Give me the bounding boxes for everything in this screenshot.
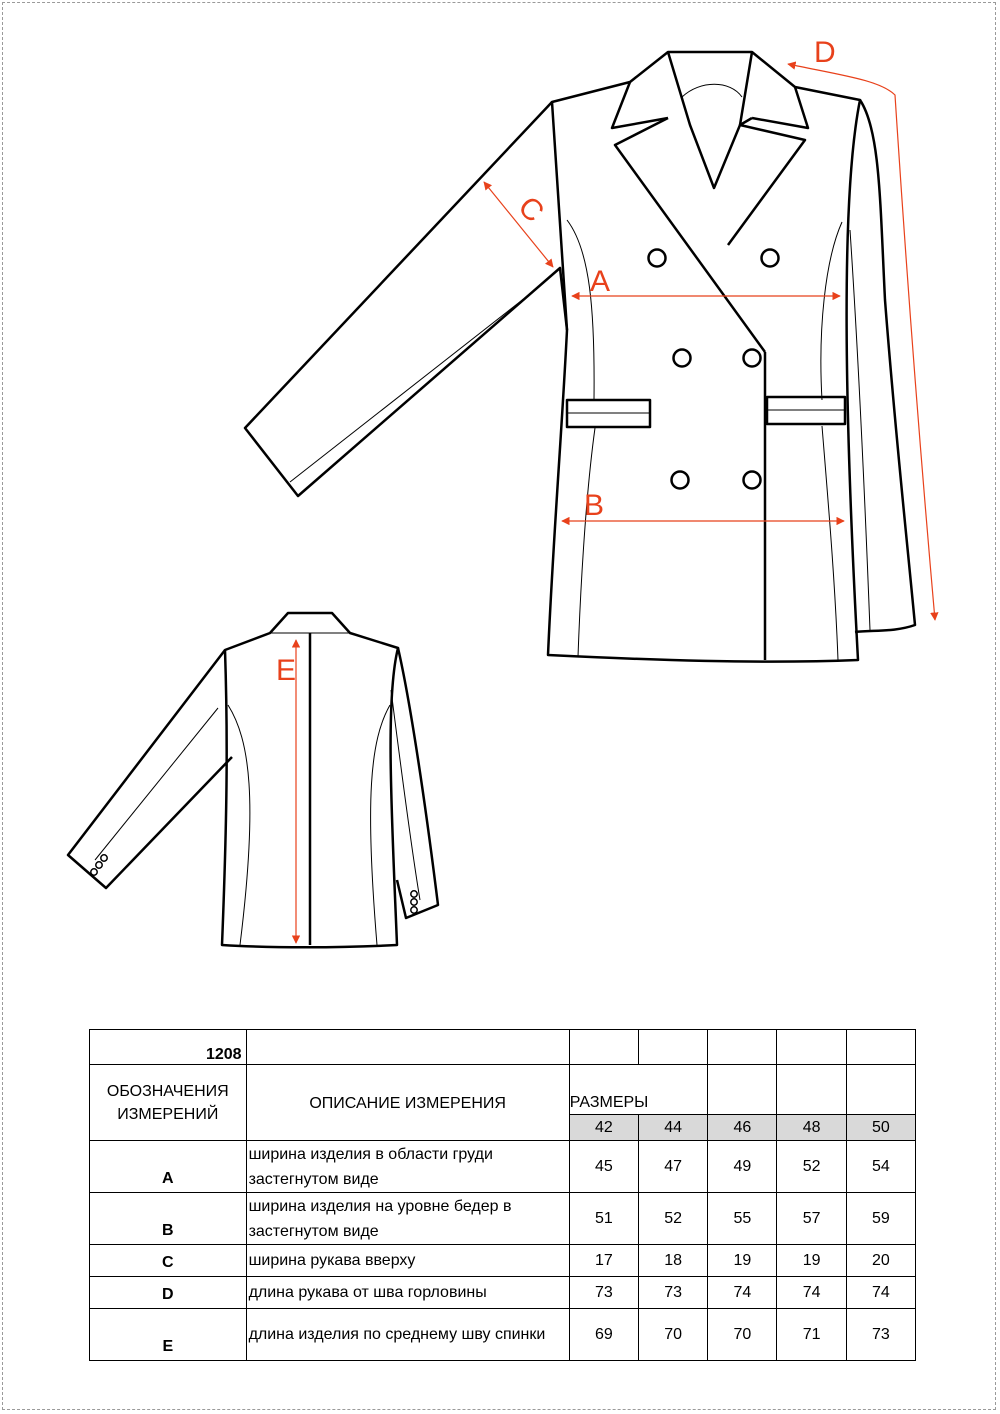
back-seam-lines bbox=[95, 633, 420, 945]
measure-value: 73 bbox=[846, 1309, 915, 1361]
measure-code: E bbox=[90, 1309, 247, 1361]
left-lapel bbox=[615, 118, 765, 352]
measure-value: 70 bbox=[708, 1309, 777, 1361]
model-row bbox=[90, 1030, 916, 1065]
back-cuff-buttons bbox=[91, 855, 417, 913]
right-lapel bbox=[728, 118, 805, 245]
size-column-50: 50 bbox=[846, 1115, 915, 1141]
measure-c-line bbox=[484, 182, 553, 267]
right-collar bbox=[752, 87, 808, 128]
measure-description: ширина изделия в области груди застегнутом виде bbox=[246, 1141, 569, 1193]
measure-value: 74 bbox=[708, 1277, 777, 1309]
measure-value: 17 bbox=[569, 1245, 638, 1277]
table-row bbox=[90, 1245, 916, 1277]
code-header-line-2: ИЗМЕРЕНИЙ bbox=[117, 1105, 219, 1123]
measure-d-line bbox=[788, 64, 935, 620]
button bbox=[744, 350, 761, 367]
measure-value: 73 bbox=[638, 1277, 707, 1309]
button bbox=[762, 250, 779, 267]
measure-value: 74 bbox=[777, 1277, 846, 1309]
label-b: B bbox=[584, 489, 605, 522]
code-header-line-1: ОБОЗНАЧЕНИЯ bbox=[106, 1082, 229, 1100]
measure-value: 52 bbox=[777, 1141, 846, 1193]
button bbox=[744, 472, 761, 489]
sizes-header-label: РАЗМЕРЫ bbox=[569, 1094, 649, 1111]
measure-value: 49 bbox=[708, 1141, 777, 1193]
measure-value: 73 bbox=[569, 1277, 638, 1309]
label-e: E bbox=[276, 654, 297, 687]
size-column-46: 46 bbox=[708, 1115, 777, 1141]
measure-code: A bbox=[90, 1141, 247, 1193]
measure-code: D bbox=[90, 1277, 247, 1309]
measure-value: 20 bbox=[846, 1245, 915, 1277]
measure-description: ширина изделия на уровне бедер в застегнутом виде bbox=[246, 1193, 569, 1245]
measure-value: 52 bbox=[638, 1193, 707, 1245]
sizes-header bbox=[569, 1065, 708, 1115]
table-row bbox=[90, 1141, 916, 1193]
measure-value: 59 bbox=[846, 1193, 915, 1245]
label-c: C bbox=[511, 190, 551, 229]
size-column-44: 44 bbox=[638, 1115, 707, 1141]
code-header bbox=[90, 1065, 247, 1141]
size-column-42: 42 bbox=[569, 1115, 638, 1141]
measure-value: 55 bbox=[708, 1193, 777, 1245]
table-row bbox=[90, 1309, 916, 1361]
jacket-back-view bbox=[68, 613, 438, 947]
measure-code: C bbox=[90, 1245, 247, 1277]
model-number: 1208 bbox=[90, 1030, 247, 1065]
measure-value: 57 bbox=[777, 1193, 846, 1245]
front-body-outline bbox=[548, 52, 860, 662]
measure-value: 71 bbox=[777, 1309, 846, 1361]
size-chart-table bbox=[89, 1029, 916, 1361]
measure-description: длина изделия по среднему шву спинки bbox=[246, 1309, 569, 1361]
label-d: D bbox=[814, 36, 836, 69]
measure-value: 18 bbox=[638, 1245, 707, 1277]
measure-description: ширина рукава вверху bbox=[246, 1245, 569, 1277]
description-header: ОПИСАНИЕ ИЗМЕРЕНИЯ bbox=[246, 1065, 569, 1115]
measure-value: 74 bbox=[846, 1277, 915, 1309]
measure-description: длина рукава от шва горловины bbox=[246, 1277, 569, 1309]
size-column-48: 48 bbox=[777, 1115, 846, 1141]
measure-value: 19 bbox=[708, 1245, 777, 1277]
measure-value: 47 bbox=[638, 1141, 707, 1193]
measure-value: 19 bbox=[777, 1245, 846, 1277]
back-left-sleeve bbox=[68, 650, 232, 888]
measure-value: 70 bbox=[638, 1309, 707, 1361]
front-right-sleeve bbox=[855, 100, 915, 632]
collar-stand bbox=[668, 52, 752, 188]
table-row bbox=[90, 1193, 916, 1245]
front-buttons bbox=[649, 250, 779, 489]
button bbox=[672, 472, 689, 489]
header-row bbox=[90, 1065, 916, 1115]
button bbox=[674, 350, 691, 367]
label-a: A bbox=[590, 265, 611, 298]
table-row bbox=[90, 1277, 916, 1309]
measure-value: 54 bbox=[846, 1141, 915, 1193]
front-left-sleeve bbox=[245, 102, 567, 496]
jacket-front-view bbox=[245, 52, 915, 662]
measure-value: 69 bbox=[569, 1309, 638, 1361]
measure-code: B bbox=[90, 1193, 247, 1245]
measure-value: 51 bbox=[569, 1193, 638, 1245]
measure-value: 45 bbox=[569, 1141, 638, 1193]
button bbox=[649, 250, 666, 267]
